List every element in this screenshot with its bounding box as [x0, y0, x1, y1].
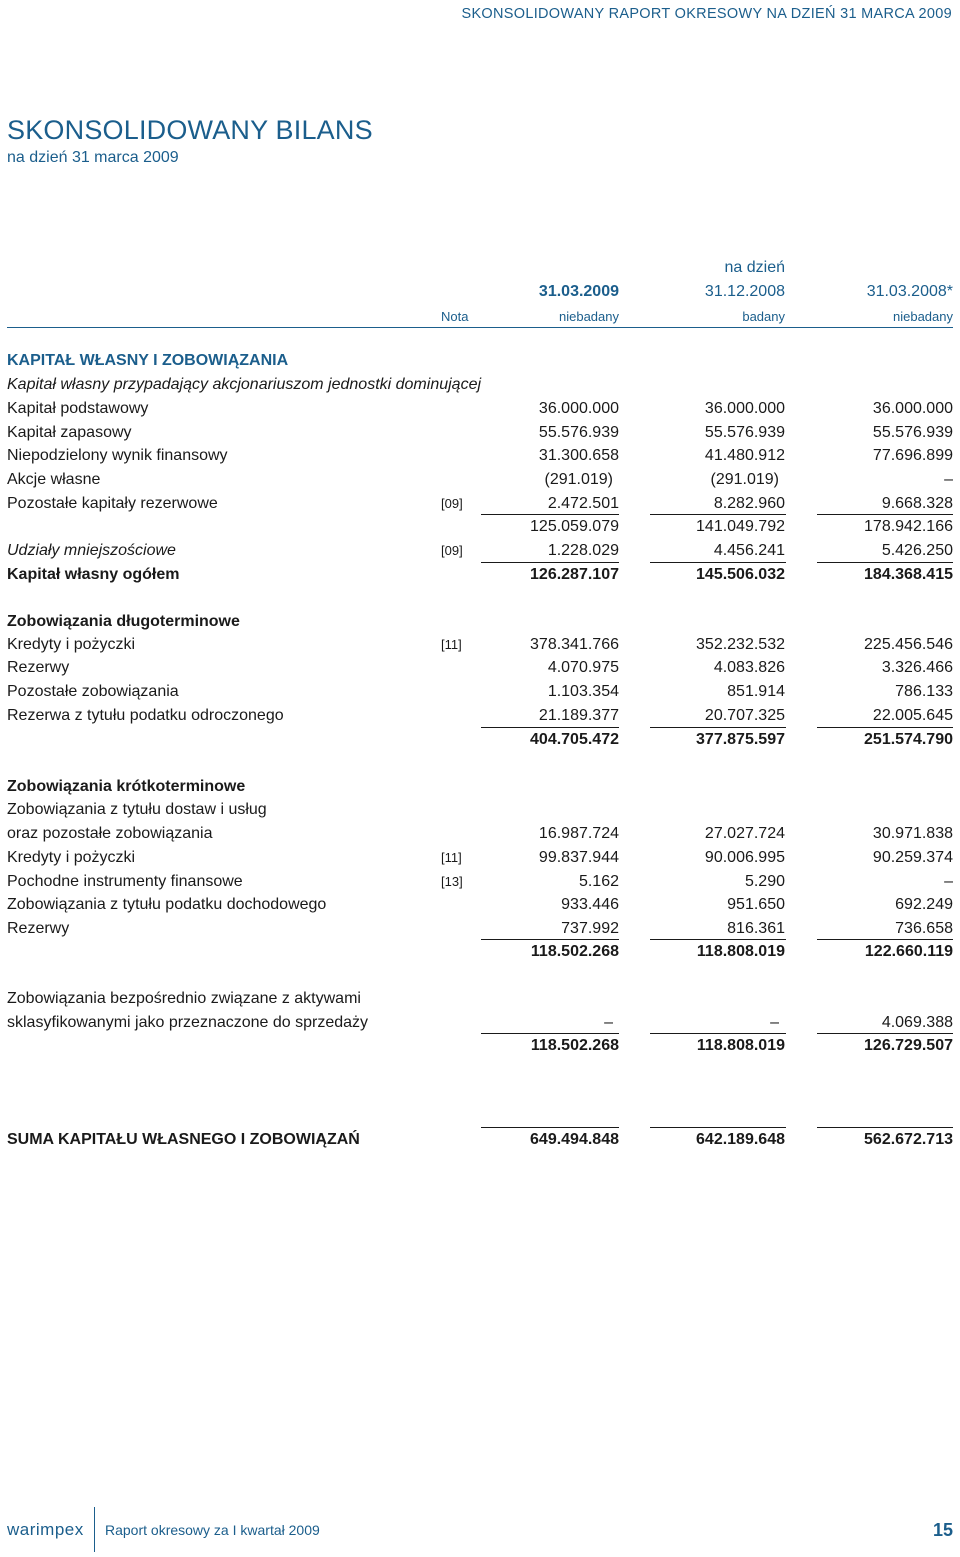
column-group-label: na dzień: [724, 259, 785, 276]
value-cell: (291.019): [544, 471, 613, 488]
value-cell: 5.290: [744, 873, 785, 890]
value-cell: 4.083.826: [713, 659, 785, 676]
value-cell: 27.027.724: [704, 825, 785, 842]
underline: [817, 514, 953, 515]
row-label: Pozostałe zobowiązania: [7, 683, 179, 700]
row-label-line1: Zobowiązania z tytułu dostaw i usług: [7, 801, 267, 818]
value-cell: –: [944, 471, 953, 488]
underline: [817, 727, 953, 728]
value-cell: 99.837.944: [538, 849, 619, 866]
column-status-1: niebadany: [559, 309, 619, 324]
value-cell: 125.059.079: [530, 518, 619, 535]
note-ref: [09]: [441, 496, 463, 511]
row-label: sklasyfikowanymi jako przeznaczone do sprzedaży: [7, 1014, 369, 1031]
underline: [650, 562, 786, 563]
value-cell: 1.103.354: [547, 683, 619, 700]
value-cell: –: [604, 1014, 613, 1031]
value-cell: 736.658: [895, 920, 953, 937]
value-cell: 77.696.899: [872, 447, 953, 464]
value-cell: 145.506.032: [696, 566, 785, 583]
value-cell: 36.000.000: [538, 400, 619, 417]
value-cell: 851.914: [727, 683, 785, 700]
column-date-1: 31.03.2009: [538, 283, 619, 300]
row-label: Pochodne instrumenty finansowe: [7, 873, 243, 890]
row-label: Kapitał zapasowy: [7, 424, 132, 441]
value-cell: 2.472.501: [547, 495, 619, 512]
row-label: Akcje własne: [7, 471, 101, 488]
value-cell: 692.249: [895, 896, 953, 913]
row-label: Rezerwy: [7, 920, 70, 937]
note-ref: [11]: [441, 637, 462, 652]
row-label: Zobowiązania z tytułu podatku dochodowego: [7, 896, 327, 913]
value-cell: 118.808.019: [696, 1037, 785, 1054]
running-header: SKONSOLIDOWANY RAPORT OKRESOWY NA DZIEŃ 31 MARCA 2009: [461, 6, 952, 22]
value-cell: 951.650: [727, 896, 785, 913]
value-cell: 404.705.472: [530, 731, 619, 748]
value-cell: 816.361: [727, 920, 785, 937]
value-cell: 90.259.374: [872, 849, 953, 866]
value-cell: 251.574.790: [864, 731, 953, 748]
column-status-3: niebadany: [893, 309, 953, 324]
note-column-label: Nota: [441, 309, 469, 324]
row-label: Pozostałe kapitały rezerwowe: [7, 495, 218, 512]
value-cell: 737.992: [561, 920, 619, 937]
value-cell: 16.987.724: [538, 825, 619, 842]
value-cell: 21.189.377: [538, 707, 619, 724]
value-cell: 562.672.713: [864, 1131, 953, 1148]
company-logo: warimpex: [7, 1520, 84, 1539]
page-title: SKONSOLIDOWANY BILANS: [7, 115, 373, 145]
row-label: Kapitał podstawowy: [7, 400, 149, 417]
value-cell: 3.326.466: [881, 659, 953, 676]
value-cell: 31.300.658: [538, 447, 619, 464]
row-label: SUMA KAPITAŁU WŁASNEGO I ZOBOWIĄZAŃ: [7, 1131, 360, 1148]
value-cell: 118.808.019: [696, 943, 785, 960]
underline: [481, 1127, 619, 1128]
underline: [481, 939, 619, 940]
underline: [650, 727, 786, 728]
note-ref: [11]: [441, 850, 462, 865]
value-cell: 55.576.939: [538, 424, 619, 441]
value-cell: 118.502.268: [530, 1037, 619, 1054]
row-label: Udziały mniejszościowe: [7, 542, 176, 559]
row-label: Rezerwa z tytułu podatku odroczonego: [7, 707, 284, 724]
underline: [481, 1033, 619, 1034]
footer-report-title: Raport okresowy za I kwartał 2009: [105, 1522, 320, 1538]
value-cell: 36.000.000: [704, 400, 785, 417]
value-cell: 126.287.107: [530, 566, 619, 583]
column-date-3: 31.03.2008*: [866, 283, 953, 300]
note-ref: [13]: [441, 874, 463, 889]
value-cell: 122.660.119: [864, 943, 953, 960]
value-cell: 5.426.250: [881, 542, 953, 559]
value-cell: 786.133: [895, 683, 953, 700]
value-cell: 55.576.939: [704, 424, 785, 441]
section-subheading-equity: Kapitał własny przypadający akcjonariuszom jednostki dominującej: [7, 376, 482, 393]
underline: [817, 562, 953, 563]
value-cell: –: [944, 873, 953, 890]
value-cell: 22.005.645: [872, 707, 953, 724]
row-label: Rezerwy: [7, 659, 70, 676]
value-cell: (291.019): [710, 471, 779, 488]
underline: [650, 1033, 786, 1034]
value-cell: 118.502.268: [530, 943, 619, 960]
value-cell: 90.006.995: [704, 849, 785, 866]
underline: [817, 1127, 953, 1128]
value-cell: 178.942.166: [864, 518, 953, 535]
value-cell: 20.707.325: [704, 707, 785, 724]
section-heading-long-term: Zobowiązania długoterminowe: [7, 613, 240, 630]
section-heading-short-term: Zobowiązania krótkoterminowe: [7, 778, 246, 795]
value-cell: 933.446: [561, 896, 619, 913]
value-cell: 9.668.328: [881, 495, 953, 512]
row-label: Kredyty i pożyczki: [7, 849, 136, 866]
column-date-2: 31.12.2008: [704, 283, 785, 300]
underline: [481, 727, 619, 728]
footer-divider: [94, 1507, 95, 1552]
value-cell: 184.368.415: [864, 566, 953, 583]
value-cell: 649.494.848: [530, 1131, 619, 1148]
row-label: Kapitał własny ogółem: [7, 566, 180, 583]
note-ref: [09]: [441, 543, 463, 558]
value-cell: 4.070.975: [547, 659, 619, 676]
row-label: oraz pozostałe zobowiązania: [7, 825, 213, 842]
row-label: Kredyty i pożyczki: [7, 636, 136, 653]
underline: [481, 562, 619, 563]
underline: [650, 514, 786, 515]
underline: [650, 939, 786, 940]
value-cell: 126.729.507: [864, 1037, 953, 1054]
value-cell: 36.000.000: [872, 400, 953, 417]
page-number: 15: [932, 1520, 953, 1540]
value-cell: 55.576.939: [872, 424, 953, 441]
row-label: Niepodzielony wynik finansowy: [7, 447, 228, 464]
value-cell: 377.875.597: [696, 731, 785, 748]
value-cell: –: [770, 1014, 779, 1031]
header-divider: [7, 327, 953, 328]
column-status-2: badany: [742, 309, 785, 324]
value-cell: 4.456.241: [713, 542, 785, 559]
underline: [817, 939, 953, 940]
value-cell: 225.456.546: [864, 636, 953, 653]
underline: [481, 514, 619, 515]
page-subtitle: na dzień 31 marca 2009: [7, 149, 179, 166]
section-heading-equity: KAPITAŁ WŁASNY I ZOBOWIĄZANIA: [7, 352, 289, 369]
value-cell: 41.480.912: [704, 447, 785, 464]
underline: [817, 1033, 953, 1034]
value-cell: 1.228.029: [547, 542, 619, 559]
value-cell: 4.069.388: [881, 1014, 953, 1031]
value-cell: 378.341.766: [530, 636, 619, 653]
value-cell: 5.162: [578, 873, 619, 890]
value-cell: 8.282.960: [713, 495, 785, 512]
value-cell: 352.232.532: [696, 636, 785, 653]
underline: [650, 1127, 786, 1128]
row-label-line1: Zobowiązania bezpośrednio związane z aktywami: [7, 990, 361, 1007]
value-cell: 30.971.838: [872, 825, 953, 842]
value-cell: 642.189.648: [696, 1131, 785, 1148]
value-cell: 141.049.792: [696, 518, 785, 535]
